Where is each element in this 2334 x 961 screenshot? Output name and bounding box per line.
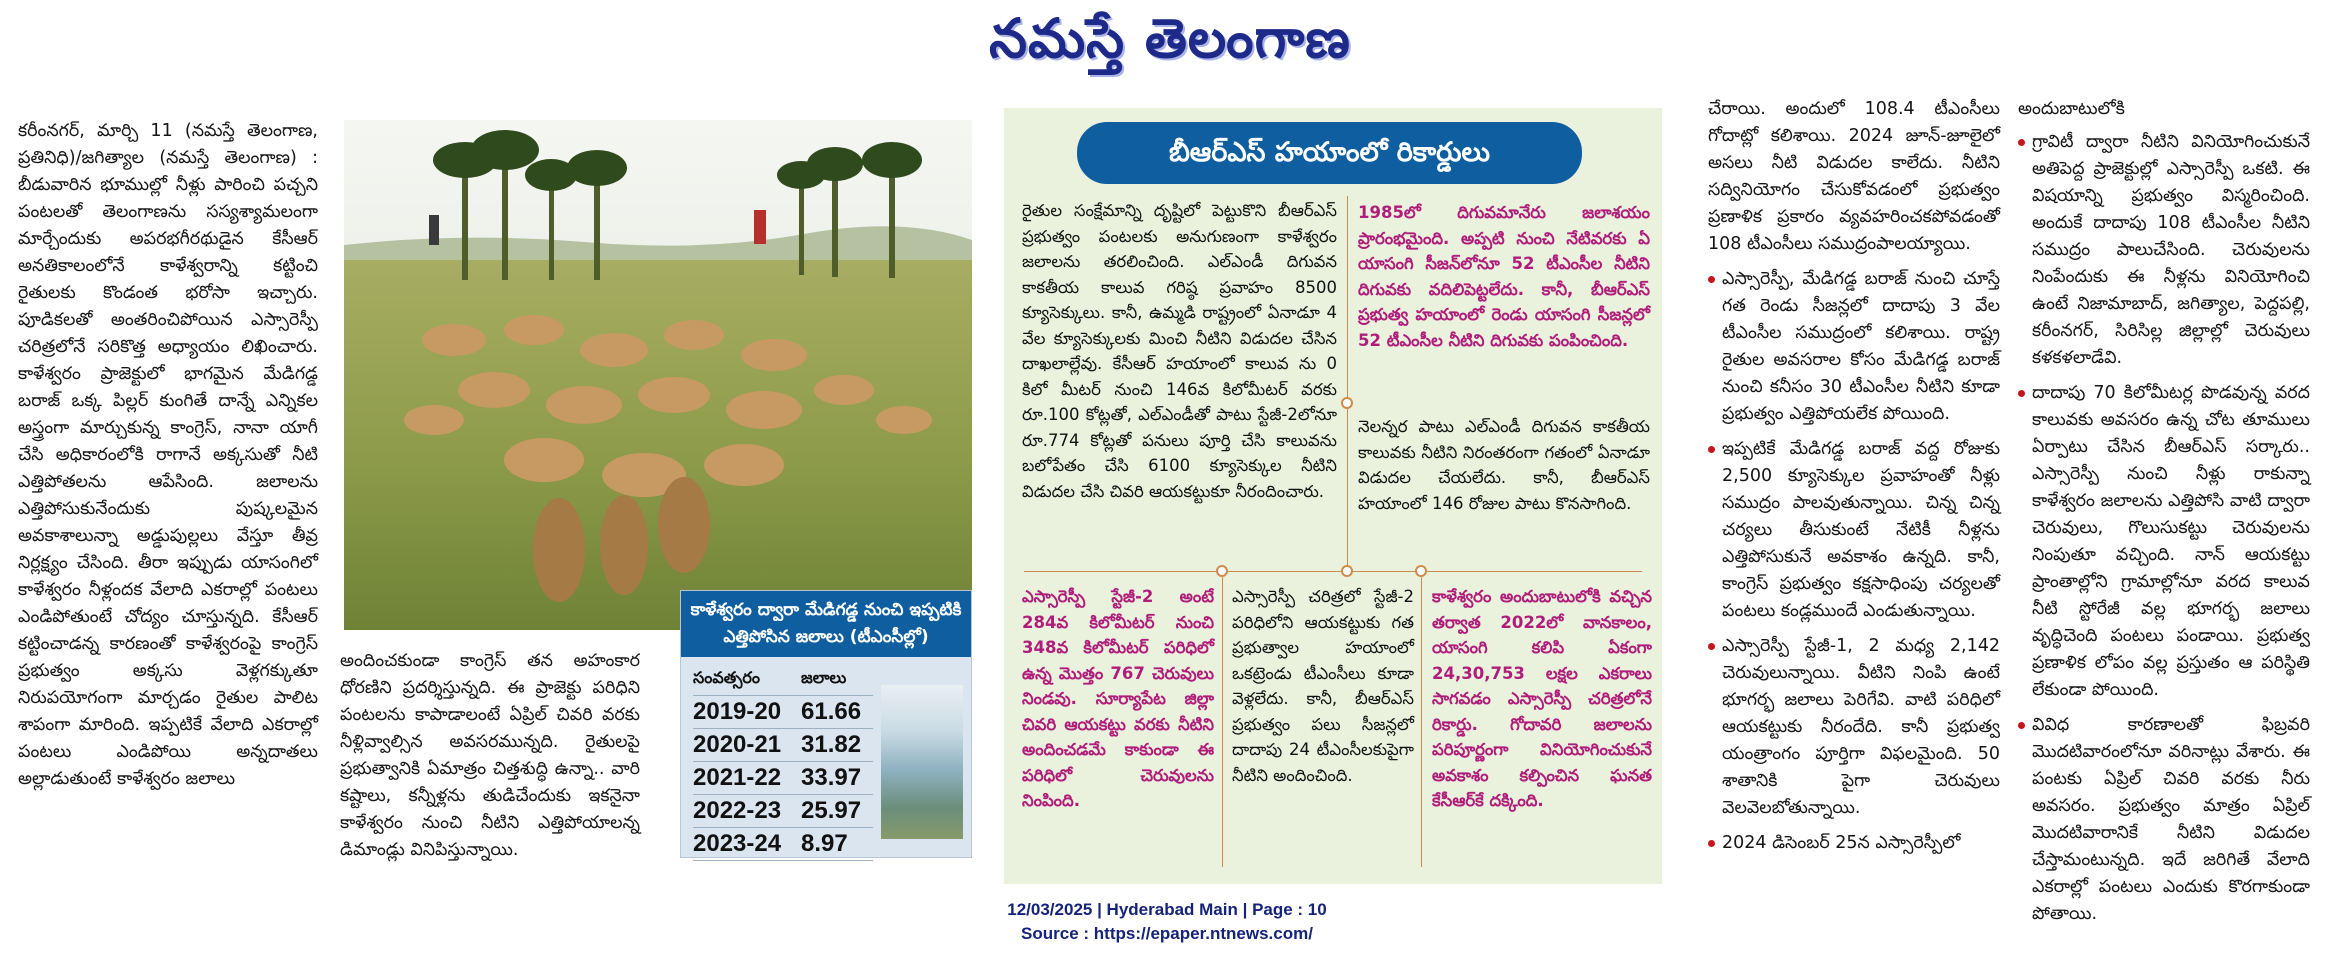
bullet-point: దాదాపు 70 కిలోమీటర్ల పొడవున్న వరద కాలువకు అవసరం ఉన్న చోట తూములు ఏర్పాటు చేసిన బీఆర్ఎస్ సర్కారు.. ఎస్సారెస్పీ నుంచి నీళ్లు రాకున్నా కాళేశ్వరం జలాలను ఎత్తిపోసి వాటి ద్వారా చెరువులు, గొలుసుకట్టు చెరువులను నింపుతూ వచ్చింది. నాన్ ఆయకట్టు ప్రాంతాల్లోని గ్రామాల్లోనూ వరద కాలువ నీటి స్టోరేజీ వల్ల భూగర్భ జలాలు వృద్ధిచెంది పంటలు పండాయి. ప్రభుత్వ ప్రణాళిక లోపం వల్ల ప్రస్తుతం ఆ పరిస్థితి లేకుండా పోయింది. [2018, 380, 2310, 704]
box-divider [1421, 577, 1422, 867]
record-point-6: కాళేశ్వరం అందుబాటులోకి వచ్చిన తర్వాత 2022లో వానకాలం, యాసంగి కలిపి ఏకంగా 24,30,753 లక్షల ఎకరాలు సాగవడం ఎస్సారెస్పీ చరిత్రలోనే రికార్డు. గోదావరి జలాలను పరిపూర్ణంగా వినియోగించుకునే అవకాశం కల్పించిన ఘనత కేసీఆర్‌కే దక్కింది. [1432, 587, 1652, 810]
article-column-2 [340, 648, 640, 883]
water-lift-table [680, 590, 972, 858]
bullet-point: 2024 డిసెంబర్ 25న ఎస్సారెస్పీలో [1708, 830, 2000, 857]
divider-node [1216, 565, 1228, 577]
record-point-2: 1985లో దిగువమానేరు జలాశయం ప్రారంభమైంది. అప్పటి నుంచి నేటివరకు ఏ యాసంగి సీజన్‌లోనూ 52 టీఎంసీల నీటిని దిగువకు వదిలిపెట్టలేదు. కానీ, బీఆర్ఎస్ ప్రభుత్వ హయాంలో రెండు యాసంగి సీజన్లలో 52 టీఎంసీల నీటిని దిగువకు పంపించింది. [1358, 203, 1650, 350]
bullet-point: వివిధ కారణాలతో ఫిబ్రవరి మొదటివారంలోనూ వరినాట్లు వేశారు. ఈ పంటకు ఏప్రిల్ చివరి వరకు నీరు అవసరం. ప్రభుత్వం మాత్రం ఏప్రిల్ మొదటివారానికే నీటిని విడుదల చేస్తామంటున్నది. ఇదే జరిగితే వేలాది ఎకరాల్లో పంటలు ఎందుకు కొరగాకుండా పోతాయి. [2018, 712, 2310, 928]
table-cell-year: 2023-24 [693, 830, 782, 857]
newspaper-masthead: నమస్తే తెలంగాణ [989, 6, 1351, 70]
table-cell-value: 31.82 [801, 731, 862, 758]
divider-node [1341, 397, 1353, 409]
table-row [693, 828, 873, 861]
edition-info: 12/03/2025 | Hyderabad Main | Page : 10 [1007, 900, 1327, 919]
article-continuation-text: అందించకుండా కాంగ్రెస్ తన అహంకార ధోరణిని ప్రదర్శిస్తున్నది. ఈ ప్రాజెక్టు పరిధిని పంటలను కాపాడాలంటే ఏప్రిల్ చివరి వరకు నీళ్లివ్వాల్సిన అవసరమున్నది. రైతులపై ప్రభుత్వానికి ఏమాత్రం చిత్తశుద్ధి ఉన్నా.. వారి కష్టాలు, కన్నీళ్లను తుడిచేందుకు ఇకనైనా కాళేశ్వరం నుంచి నీటిని ఎత్తిపోయాలన్న డిమాండ్లు వినిపిస్తున్నాయి. [340, 651, 640, 860]
bullet-point: గ్రావిటీ ద్వారా నీటిని వినియోగించుకునే అతిపెద్ద ప్రాజెక్టుల్లో ఎస్సారెస్పీ ఒకటి. ఈ విషయాన్ని ప్రభుత్వం విస్మరించింది. అందుకే దాదాపు 108 టీఎంసీల నీటిని సముద్రం పాలుచేసింది. చెరువులను నింపేందుకు ఈ నీళ్లను వినియోగించి ఉంటే నిజామాబాద్, జగిత్యాల, పెద్దపల్లి, కరీంనగర్, సిరిసిల్ల జిల్లాల్లో చెరువులు కళకళలాడేవి. [2018, 129, 2310, 372]
article-lead-text: కరీంనగర్, మార్చి 11 (నమస్తే తెలంగాణ, ప్రతినిధి)/జగిత్యాల (నమస్తే తెలంగాణ) : బీడువారిన భూముల్లో నీళ్లు పారించి పచ్చని పంటలతో తెలంగాణను సస్యశ్యామలంగా మార్చేందుకు అపరభగీరథుడైన కేసీఆర్ అనతికాలంలోనే కాళేశ్వరాన్ని కట్టించి రైతులకు కొండంత భరోసా ఇచ్చారు. పూడికలతో అంతరించిపోయిన ఎస్సారెస్పీ చరిత్రలోనే సరికొత్త అధ్యాయం లిఖించారు. కాళేశ్వరం ప్రాజెక్టులో భాగమైన మేడిగడ్డ బరాజ్ ఒక్క పిల్లర్ కుంగితే దాన్నే ఎన్నికల అస్త్రంగా మార్చుకున్న కాంగ్రెస్, నానా యాగీ చేసి అధికారంలోకి రాగానే అక్కసుతో నీటి ఎత్తిపోతలను ఆపేసింది. జలాలను ఎత్తిపోసుకునేందుకు పుష్కలమైన అవకాశాలున్నా అడ్డుపుల్లలు వేస్తూ తీవ్ర నిర్లక్ష్యం చేసింది. తీరా ఇప్పుడు యాసంగిలో కాళేశ్వరం నీళ్లందక వేలాది ఎకరాల్లో పంటలు ఎండిపోతుంటే చోద్యం చూస్తున్నది. కేసీఆర్ కట్టించాడన్న కారణంతో కాళేశ్వరంపై కాంగ్రెస్ ప్రభుత్వం అక్కసు వెళ్లగక్కుతూ నిరుపయోగంగా మార్చడం రైతుల పాలిట శాపంగా మారింది. ఇప్పటికే వేలాది ఎకరాల్లో పంటలు ఎండిపోయి అన్నదాతలు అల్లాడుతుంటే కాళేశ్వరం జలాలు [18, 121, 318, 789]
column-6-intro: అందుబాటులోకి [2018, 99, 2125, 119]
record-point-4: ఎస్సారెస్పీ స్టేజీ-2 అంటే 284వ కిలోమీటర్ నుంచి 348వ కిలోమీటర్ పరిధిలో ఉన్న మొత్తం 767 చెరువులు నిండవు. సూర్యాపేట జిల్లా చివరి ఆయకట్టు వరకు నీటిని అందించడమే కాకుండా ఈ పరిధిలో చెరువులను నింపింది. [1022, 587, 1214, 810]
bullet-point: ఇప్పటికే మేడిగడ్డ బరాజ్ వద్ద రోజుకు 2,500 క్యూసెక్కుల ప్రవాహంతో నీళ్లు సముద్రం పాలవుతున్నాయి. చిన్న చిన్న చర్యలు తీసుకుంటే నేటికీ నీళ్లను ఎత్తిపోసుకునే అవకాశం ఉన్నది. కానీ, కాంగ్రెస్ ప్రభుత్వం కక్షసాధింపు చర్యలతో పంటలు కండ్లముందే ఎండుతున్నాయి. [1708, 436, 2000, 625]
record-point-3: నెలన్నర పాటు ఎల్ఎండీ దిగువన కాకతీయ కాలువకు నీటిని నిరంతరంగా గతంలో ఏనాడూ విడుదల చేయలేదు. కానీ, బీఆర్ఎస్ హయాంలో 146 రోజుల పాటు కొనసాగింది. [1358, 417, 1650, 513]
record-point-1: రైతుల సంక్షేమాన్ని దృష్టిలో పెట్టుకొని బీఆర్ఎస్ ప్రభుత్వం పంటలకు అనుగుణంగా కాళేశ్వరం జలాలను తరలించింది. ఎల్ఎండీ దిగువన కాకతీయ కాలువ గరిష్ఠ ప్రవాహం 8500 క్యూసెక్కులు. కానీ, ఉమ్మడి రాష్ట్రంలో ఏనాడూ 4 వేల క్యూసెక్కులకు మించి నీటిని విడుదల చేసిన దాఖలాల్లేవు. కేసీఆర్ హయాంలో కాలువ ను 0 కిలో మీటర్ నుంచి 146వ కిలోమీటర్ వరకు రూ.100 కోట్లతో, ఎల్ఎండీతో పాటు స్టేజీ-2లోనూ రూ.774 కోట్లతో పనులు పూర్తి చేసి కాలువను బలోపేతం చేసి 6100 క్యూసెక్కుల నీటిని విడుదల చేసి చివరి ఆయకట్టుకూ నీరందించారు. [1022, 201, 1337, 501]
table-cell-value: 8.97 [801, 830, 848, 857]
table-cell-year: 2022-23 [693, 797, 782, 824]
table-title: కాళేశ్వరం ద్వారా మేడిగడ్డ నుంచి ఇప్పటికి ఎత్తిపోసిన జలాలు (టీఎంసీల్లో) [681, 591, 971, 657]
article-column-6 [2018, 96, 2310, 924]
records-box-title: బీఆర్ఎస్ హయాంలో రికార్డులు [1077, 122, 1582, 184]
box-divider [1222, 577, 1223, 867]
table-row [693, 729, 873, 762]
table-cell-year: 2020-21 [693, 731, 782, 758]
box-divider [1024, 571, 1642, 572]
table-cell-value: 33.97 [801, 764, 862, 791]
column-5-intro: చేరాయి. అందులో 108.4 టీఎంసీలు గోదాట్లో కలిశాయి. 2024 జూన్-జూలైలో అసలు నీటి విడుదల కాలేదు. నీటిని సద్వినియోగం చేసుకోవడంలో ప్రభుత్వం ప్రణాళిక ప్రకారం వ్యవహరించకపోవడంతో 108 టీఎంసీలు సముద్రంపాలయ్యాయి. [1708, 99, 2000, 254]
table-header-row [693, 663, 873, 696]
table-cell-value: 61.66 [801, 698, 862, 725]
table-cell-year: 2021-22 [693, 764, 782, 791]
value-column-header: జలాలు [801, 667, 847, 687]
box-divider [1347, 196, 1348, 571]
source-link[interactable]: Source : https://epaper.ntnews.com/ [1021, 924, 1313, 943]
year-column-header: సంవత్సరం [693, 667, 760, 687]
article-column-5 [1708, 96, 2000, 856]
table-body [693, 663, 873, 861]
sheep-grazing-photo [344, 120, 972, 630]
article-column-1 [18, 118, 318, 878]
divider-node [1415, 565, 1427, 577]
table-cell-value: 25.97 [801, 797, 862, 824]
table-cell-year: 2019-20 [693, 698, 782, 725]
record-point-5: ఎస్సారెస్పీ చరిత్రలో స్టేజీ-2 పరిధిలోని ఆయకట్టుకు గత ప్రభుత్వాల హయాంలో ఒకట్రెండు టీఎంసీలు కూడా వెళ్లలేదు. కానీ, బీఆర్ఎస్ ప్రభుత్వం పలు సీజన్లలో దాదాపు 24 టీఎంసీలకుపైగా నీటిని అందించింది. [1232, 587, 1414, 785]
table-row [693, 795, 873, 828]
bullet-point: ఎస్సారెస్పీ, మేడిగడ్డ బరాజ్ నుంచి చూస్తే గత రెండు సీజన్లలో దాదాపు 3 వేల టీఎంసీల సముద్రంలో కలిశాయి. రాష్ట్ర రైతుల అవసరాల కోసం మేడిగడ్డ బరాజ్ నుంచి కనీసం 30 టీఎంసీల నీటిని కూడా ప్రభుత్వం ఎత్తిపోయలేక పోయింది. [1708, 266, 2000, 428]
bullet-point: ఎస్సారెస్పీ స్టేజీ-1, 2 మధ్య 2,142 చెరువులున్నాయి. వీటిని నింపి ఉంటే భూగర్భ జలాలు పెరిగేవి. వాటి పరిధిలో ఆయకట్టుకు నీరందేది. కానీ ప్రభుత్వ యంత్రాంగం పూర్తిగా విఫలమైంది. 50 శాతానికి పైగా చెరువులు వెలవెలబోతున్నాయి. [1708, 633, 2000, 822]
table-row [693, 762, 873, 795]
river-photo [881, 685, 963, 839]
table-row [693, 696, 873, 729]
divider-node [1341, 565, 1353, 577]
